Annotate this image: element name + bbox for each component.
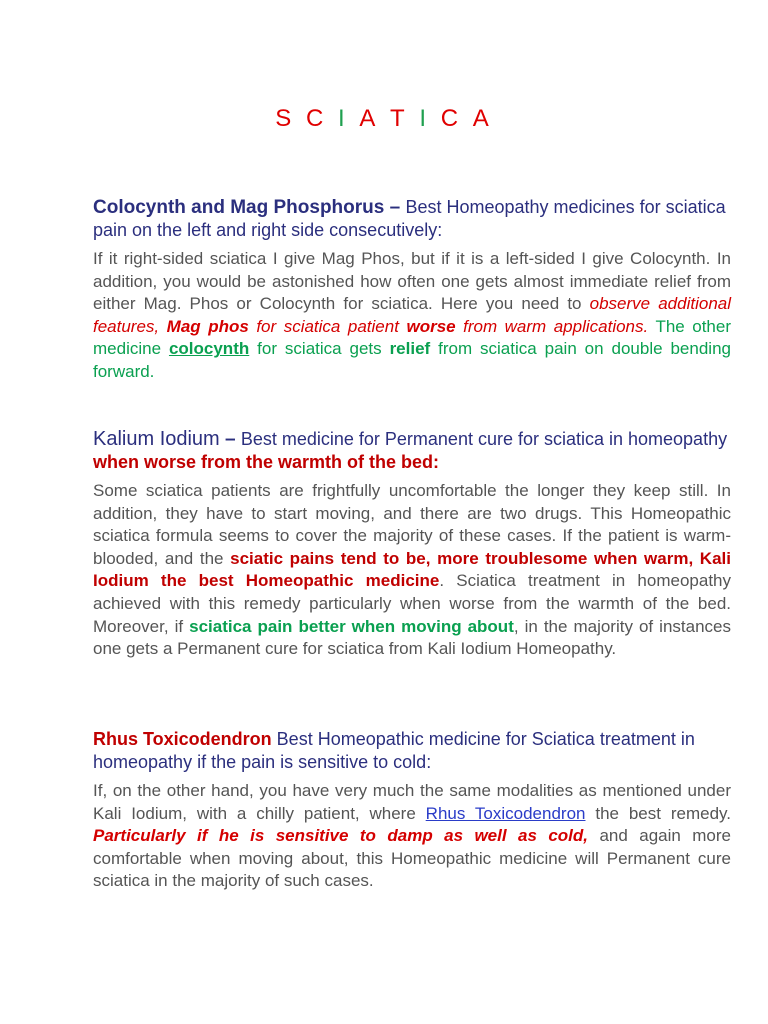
rhus-tox-link[interactable]: Rhus Toxicodendron (425, 803, 586, 823)
title-letter: T (390, 105, 409, 132)
text-run: relief (389, 339, 431, 359)
text-run: and again more comfortable when moving about, this Homeopathic medicine will Permanent cure sciatica in the majority of such cases. (93, 826, 731, 891)
heading-lead: Rhus Toxicodendron (93, 729, 272, 749)
heading-rest: Best Homeopathic medicine for Sciatica treatment in homeopathy if the pain is sensitive to cold: (93, 729, 695, 772)
text-run: , in the majority of instances one gets a Permanent cure for sciatica from Kali Iodium Homeopathy. (93, 616, 731, 659)
section-paragraph (93, 780, 731, 893)
text-run: sciatic pains tend to be, more troublesome when warm, Kali Iodium the best Homeopathic medicine (93, 548, 731, 591)
text-run: If it right-sided sciatica I give Mag Phos, but if it is a left-sided I give Colocynth. In addition, you would be astonished how often one gets almost immediate relief from either Mag. Phos or Colocynth for sciatica. Here you need to (93, 249, 731, 314)
title-letter: I (419, 105, 431, 132)
heading-dash: – (219, 429, 241, 450)
text-run: for sciatica gets (249, 339, 390, 359)
section-heading (93, 728, 731, 774)
text-run: Mag phos (166, 316, 249, 336)
title-letter: C (440, 105, 463, 132)
text-run: for sciatica patient (248, 316, 407, 336)
text-run: worse (406, 316, 456, 336)
text-run: from warm applications. (455, 316, 649, 336)
section-heading (93, 196, 731, 242)
title-letter: A (359, 105, 380, 132)
section-heading (93, 428, 731, 474)
heading-dash: – (384, 197, 406, 218)
title-letter: C (305, 105, 328, 132)
heading-lead: Kalium Iodium (93, 428, 220, 450)
text-run: . Sciatica treatment in homeopathy achieved with this remedy particularly when worse from the warmth of the bed. Moreover, if (93, 571, 731, 636)
text-run: Particularly if he is sensitive to damp as well as cold, (93, 826, 589, 846)
text-run: Some sciatica patients are frightfully uncomfortable the longer they keep still. In addition, they have to start moving, and there are two drugs. This Homeopathic sciatica formula seems to cover the majority of these cases. If the patient is warm-blooded, and the (93, 481, 731, 568)
text-run: from sciatica pain on double bending forward. (93, 339, 731, 381)
section-paragraph (93, 248, 731, 384)
text-run: sciatica pain better when moving about (189, 616, 514, 636)
title-letter: S (275, 105, 296, 132)
heading-emphasis: when worse from the warmth of the bed: (93, 452, 440, 472)
text-run: The other medicine (93, 316, 732, 359)
text-run: colocynth (168, 339, 250, 359)
text-run: If, on the other hand, you have very much the same modalities as mentioned under Kali Iodium, with a chilly patient, where (93, 781, 731, 823)
heading-rest: Best Homeopathy medicines for sciatica pain on the left and right side consecutively: (93, 197, 726, 240)
title-letter: A (472, 105, 493, 132)
section-kalium-iodium (93, 428, 731, 661)
section-rhus-tox (93, 728, 731, 893)
section-colocynth (93, 196, 731, 384)
heading-rest: Best medicine for Permanent cure for sciatica in homeopathy (240, 429, 728, 449)
section-paragraph (93, 480, 731, 661)
text-run: observe additional features, (93, 294, 732, 336)
heading-lead: Colocynth and Mag Phosphorus (93, 197, 385, 218)
text-run: the best remedy. (585, 803, 731, 823)
page-title (0, 105, 768, 133)
title-letter: I (337, 105, 349, 132)
